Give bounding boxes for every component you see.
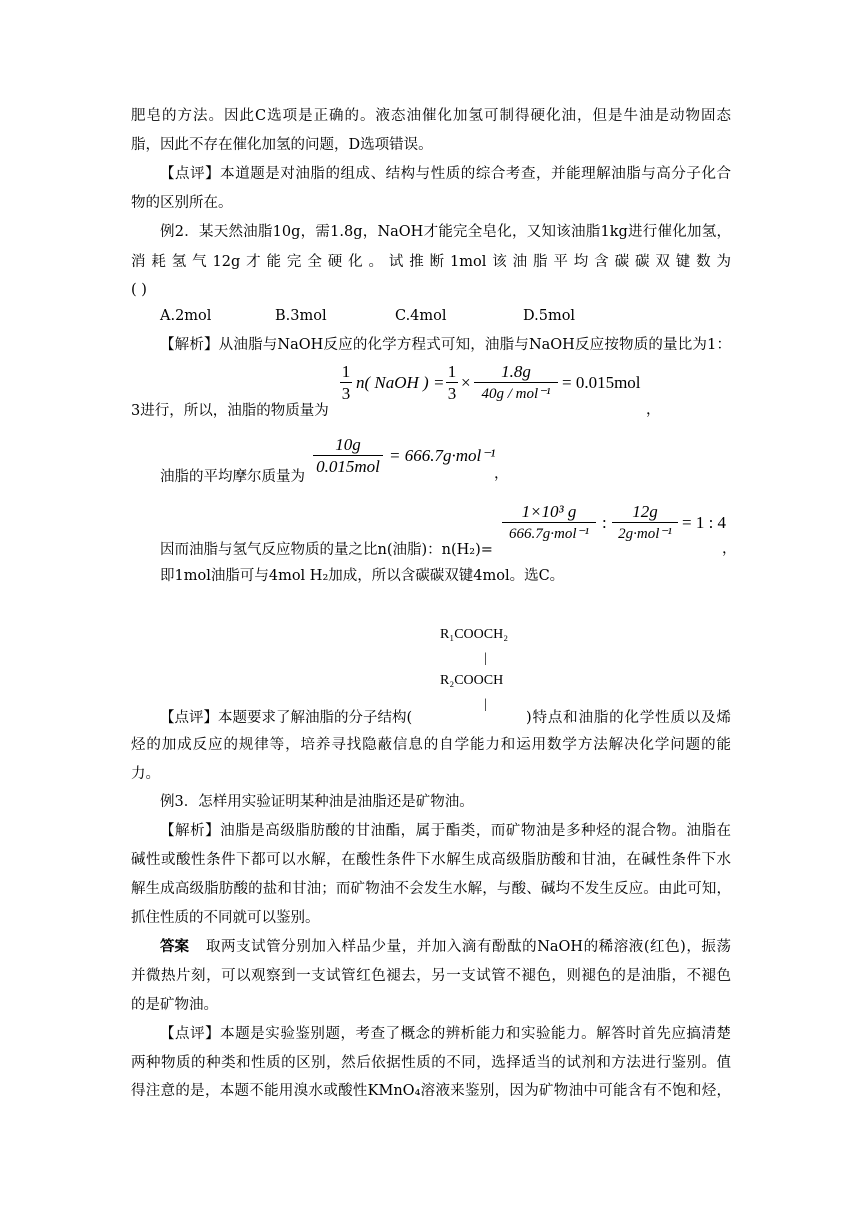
comment-line: )特点和油脂的化学性质以及烯	[526, 710, 731, 726]
answer-label: 答案	[160, 938, 189, 955]
text-line: 并微热片刻，可以观察到一支试管红色褪去，另一支试管不褪色，则褪色的是油脂，不褪色	[131, 968, 731, 984]
option-d: D.5mol	[523, 308, 576, 324]
text-line: 肥皂的方法。因此C选项是正确的。液态油催化加氢可制得硬化油，但是牛油是动物固态	[131, 108, 731, 124]
punctuation: ，	[494, 466, 509, 482]
text-line: 的是矿物油。	[131, 997, 218, 1013]
equation-ratio	[502, 502, 727, 552]
text-line: 3进行，所以，油脂的物质量为	[131, 403, 329, 419]
text-line: 得注意的是，本题不能用溴水或酸性KMnO₄溶液来鉴别，因为矿物油中可能含有不饱和烃，	[131, 1083, 731, 1099]
equation-term: n( NaOH ) =	[356, 373, 445, 392]
option-c: C.4mol	[395, 308, 447, 324]
times-sign: ×	[461, 373, 471, 392]
fraction: 12g 2g·mol⁻¹	[612, 502, 678, 545]
analysis-line: 【解析】从油脂与NaOH反应的化学方程式可知，油脂与NaOH反应按物质的量比为1：	[160, 337, 731, 353]
text-line: 消耗氢气12g才能完全硬化。试推断1mol该油脂平均含碳碳双键数为	[131, 254, 731, 270]
text-line: 抓住性质的不同就可以鉴别。	[131, 910, 320, 926]
punctuation: ，	[722, 541, 737, 557]
text-line: 油脂的平均摩尔质量为	[160, 469, 305, 485]
structure-bond: |	[484, 651, 487, 666]
punctuation: ，	[646, 402, 661, 418]
equation-moles	[340, 362, 640, 412]
text-line: 因而油脂与氢气反应物质的量之比n(油脂)：n(H₂)=	[160, 542, 493, 558]
text-line: 脂，因此不存在催化加氢的问题，D选项错误。	[131, 137, 433, 153]
fraction: 1×10³ g 666.7g·mol⁻¹	[502, 502, 596, 545]
text-line: 即1mol油脂可与4mol H₂加成，所以含碳碳双键4mol。选C。	[160, 568, 565, 584]
text-line: 物的区别所在。	[131, 195, 233, 211]
text-line: 解生成高级脂肪酸的盐和甘油；而矿物油不会发生水解，与酸、碱均不发生反应。由此可知，	[131, 881, 731, 897]
fraction: 1.8g 40g / mol⁻¹	[474, 362, 558, 405]
comment-line: 【点评】本题要求了解油脂的分子结构(	[160, 710, 413, 726]
comment-line: 【点评】本道题是对油脂的组成、结构与性质的综合考查，并能理解油脂与高分子化合	[160, 166, 731, 182]
fraction: 1 3	[447, 362, 457, 403]
equation-result: = 1 : 4	[682, 513, 727, 532]
text-line: 力。	[131, 766, 160, 782]
answer-text: 取两支试管分别加入样品少量，并加入滴有酚酞的NaOH的稀溶液(红色)，振荡	[206, 939, 731, 955]
fraction: 1 3	[341, 362, 351, 403]
structure-r1: R₁COOCH₂	[440, 627, 509, 642]
structure-r2: R₂COOCH	[440, 673, 504, 688]
text-line: 碱性或酸性条件下都可以水解，在酸性条件下水解生成高级脂肪酸和甘油，在碱性条件下水	[131, 852, 731, 868]
text-line: 两种物质的种类和性质的区别，然后依据性质的不同，选择适当的试剂和方法进行鉴别。值	[131, 1055, 731, 1071]
example-2-line: 例2．某天然油脂10g，需1.8g，NaOH才能完全皂化，又知该油脂1kg进行催化加氢，	[160, 224, 731, 240]
equation-result: = 0.015mol	[562, 373, 641, 392]
equation-molar-mass	[313, 435, 503, 481]
structure-bond: |	[484, 697, 487, 712]
analysis-line: 【解析】油脂是高级脂肪酸的甘油酯，属于酯类，而矿物油是多种烃的混合物。油脂在	[160, 823, 731, 839]
option-a: A.2mol	[160, 308, 212, 324]
equation-result: = 666.7g·mol⁻¹	[389, 446, 496, 465]
answer-blank: ( )	[131, 282, 147, 298]
text-line: 烃的加成反应的规律等，培养寻找隐蔽信息的自学能力和运用数学方法解决化学问题的能	[131, 737, 731, 753]
option-b: B.3mol	[275, 308, 327, 324]
example-3-line: 例3．怎样用实验证明某种油是油脂还是矿物油。	[160, 794, 474, 810]
fraction: 10g 0.015mol	[313, 435, 383, 478]
comment-line: 【点评】本题是实验鉴别题，考查了概念的辨析能力和实验能力。解答时首先应搞清楚	[160, 1026, 731, 1042]
colon: :	[602, 513, 607, 532]
